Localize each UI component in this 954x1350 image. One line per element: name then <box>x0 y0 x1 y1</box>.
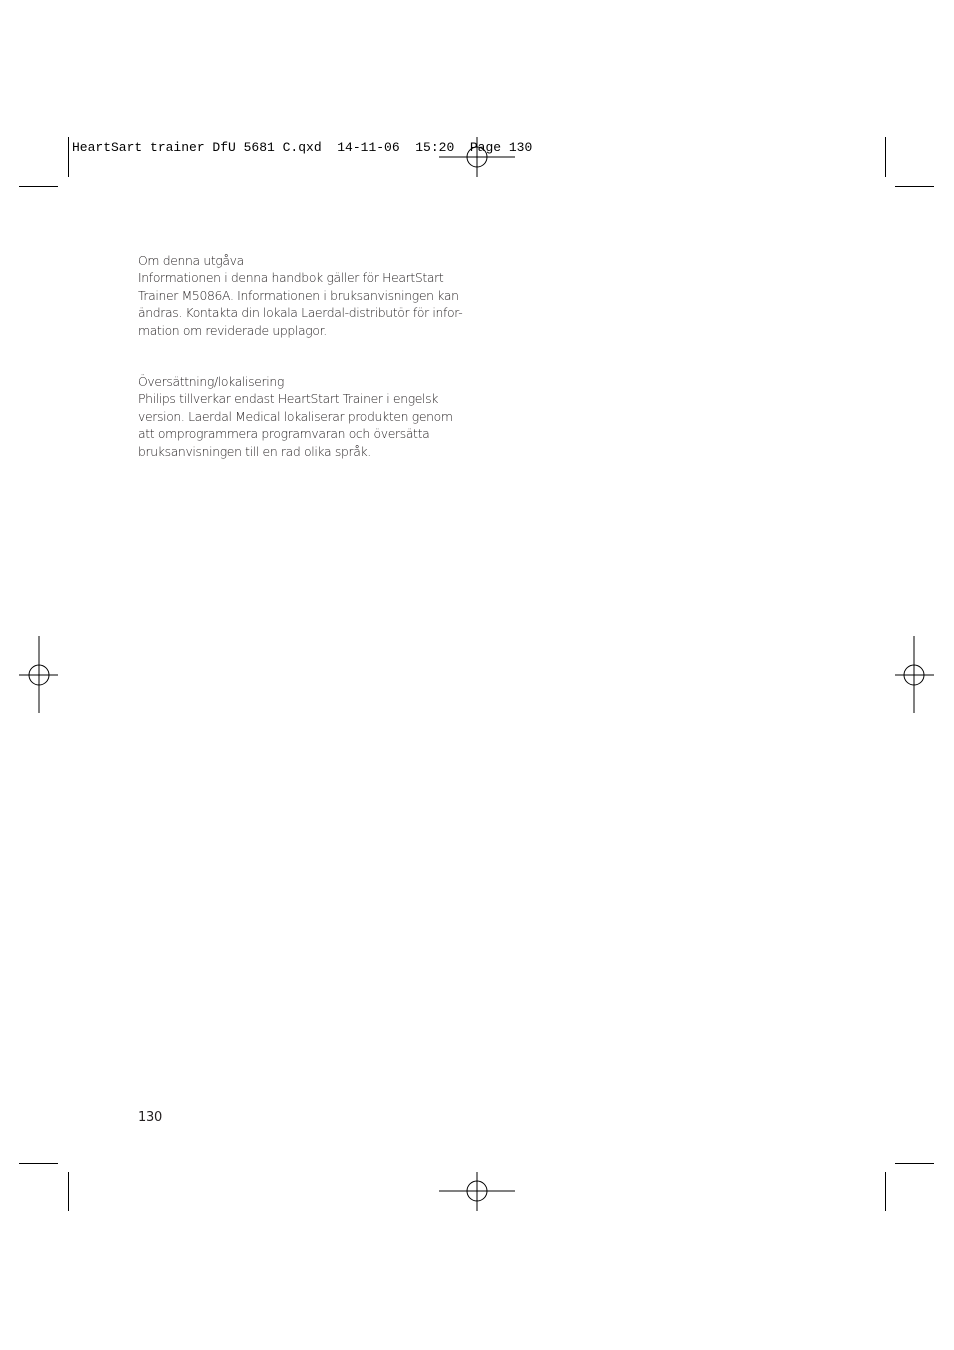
registration-mark-bottom <box>439 1172 515 1211</box>
section-translation-localization <box>138 373 468 460</box>
body-line: Philips tillverkar endast HeartStart Trainer i engelsk <box>138 391 439 407</box>
file-slug-line: HeartSart trainer DfU 5681 C.qxd 14-11-06 15:20 Page 130 <box>72 140 533 155</box>
page-number: 130 <box>138 1110 162 1125</box>
body-line: Trainer M5086A. Informationen i bruksanvisningen kan <box>138 287 459 303</box>
registration-mark-left <box>19 636 58 713</box>
section-about-edition <box>138 252 468 339</box>
body-line: ändras. Kontakta din lokala Laerdal-distributör för infor- <box>138 305 463 321</box>
body-line: version. Laerdal Medical lokaliserar produkten genom <box>138 408 453 424</box>
section-heading: Översättning/lokalisering <box>138 374 284 389</box>
body-line: att omprogrammera programvaran och översätta <box>138 426 430 442</box>
registration-mark-right <box>895 636 934 713</box>
body-line: bruksanvisningen till en rad olika språk. <box>138 443 371 459</box>
body-line: Informationen i denna handbok gäller för HeartStart <box>138 270 444 286</box>
section-heading: Om denna utgåva <box>138 253 244 268</box>
body-line: mation om reviderade upplagor. <box>138 322 327 338</box>
